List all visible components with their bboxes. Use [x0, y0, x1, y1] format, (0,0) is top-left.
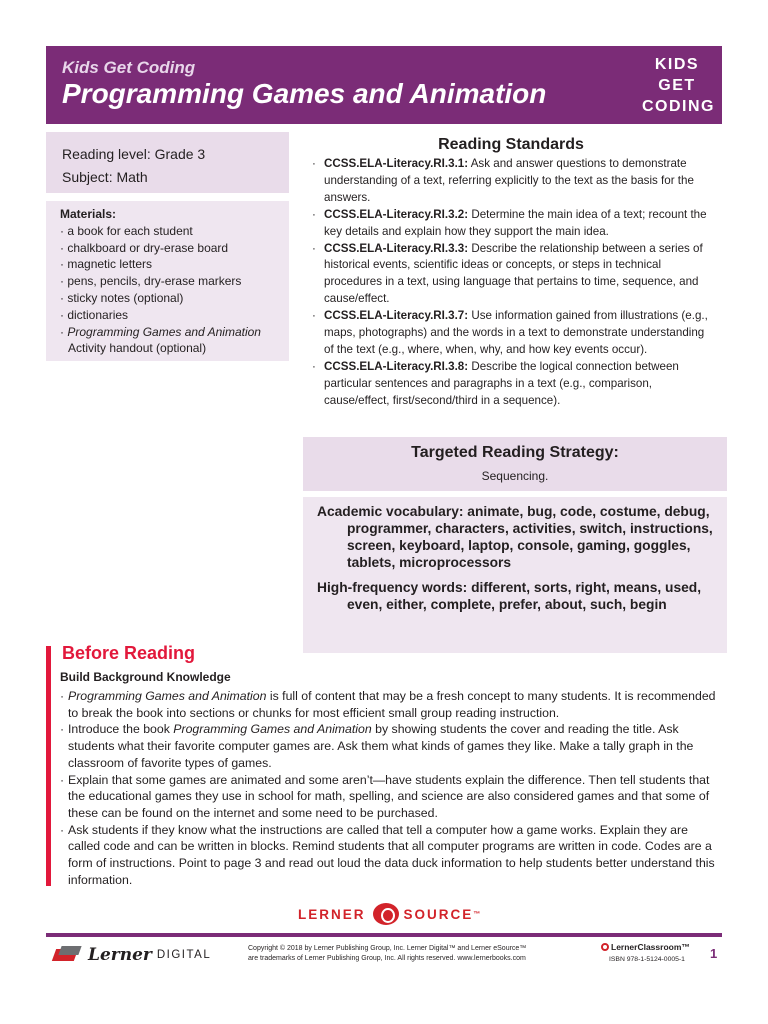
series-name: Kids Get Coding — [62, 58, 196, 77]
strategy-title: Targeted Reading Strategy: — [411, 444, 619, 461]
title-banner — [46, 46, 722, 124]
before-reading-title: Before Reading — [62, 643, 196, 663]
reading-level-box — [46, 132, 289, 193]
academic-vocabulary: Academic vocabulary: animate, bug, code, costume, debug, programmer, characters, activities, switch, instructions, screen, keyboard, laptop, console, gaming, goggles, tablets, microprocessors — [317, 504, 713, 570]
list-item: · dictionaries — [60, 307, 129, 322]
high-frequency-words: High-frequency words: different, sorts, right, means, used, even, either, complete, prefer, about, such, begin — [317, 579, 702, 612]
list-item: · chalkboard or dry-erase board — [60, 240, 229, 255]
standard-item: · CCSS.ELA-Literacy.RI.3.1: Ask and answer questions to demonstrate understanding of a text, referring explicitly to the text as the basis for the answers. — [312, 157, 694, 204]
lerner-classroom-logo: LernerClassroom™ — [601, 942, 690, 952]
reading-standards-title: Reading Standards — [438, 136, 584, 153]
list-item: · pens, pencils, dry-erase markers — [60, 274, 242, 289]
vocabulary-box — [303, 497, 727, 653]
list-item: · magnetic letters — [60, 257, 153, 272]
reading-strategy-box — [303, 437, 727, 491]
list-item: · Programming Games and Animation is full of content that may be a fresh concept to many students. It is recommended to break the book into sections or chunks for most efficient small group reading instruction. — [60, 689, 716, 720]
lerner-esource-logo: LERNER SOURCE ™ — [298, 902, 480, 926]
classroom-ring-icon — [601, 943, 609, 951]
list-item: · sticky notes (optional) — [60, 290, 184, 305]
standard-item: · CCSS.ELA-Literacy.RI.3.8: Describe the logical connection between particular sentences and paragraphs in a text (e.g., comparison, cause/effect, first/second/third in a sequence). — [312, 359, 679, 407]
lerner-book-icon — [52, 946, 82, 964]
reading-standards-list — [311, 156, 717, 410]
background-knowledge-heading: Build Background Knowledge — [60, 670, 231, 684]
standard-item: · CCSS.ELA-Literacy.RI.3.7: Use information gained from illustrations (e.g., maps, photographs) and the words in a text to demonstrate understanding of the text (e.g., where, when, why, and how key events occur). — [312, 309, 708, 356]
materials-heading: Materials: — [60, 207, 117, 221]
standard-item: · CCSS.ELA-Literacy.RI.3.3: Describe the relationship between a series of historical events, scientific ideas or concepts, or steps in technical procedures in a text, using language that pertains to time, sequence, and cause/effect. — [312, 241, 703, 306]
copyright-notice: Copyright © 2018 by Lerner Publishing Group, Inc. Lerner Digital™ and Lerner eSource™ are trademarks of Lerner Publishing Group, Inc. All rights reserved. www.lernerbooks.com — [248, 945, 527, 962]
subject: Subject: Math — [62, 169, 148, 185]
page-title: Programming Games and Animation — [62, 78, 547, 109]
footer-divider — [46, 933, 722, 937]
esource-e-icon — [373, 903, 399, 925]
list-item: · Programming Games and Animation — [60, 324, 261, 339]
list-item: · Ask students if they know what the instructions are called that tell a computer how a game works. Explain they are called code and can be written in blocks. Remind students that all computer programs are written in code. Codes are a form of instructions. Point to page 3 and read out loud the data duck information to help students better understand this information. — [60, 822, 715, 887]
standard-item: · CCSS.ELA-Literacy.RI.3.2: Determine the main idea of a text; recount the key details and explain how they support the main idea. — [312, 207, 707, 238]
section-accent-bar — [46, 646, 51, 886]
list-item: · Introduce the book Programming Games and Animation by showing students the cover and reading the title. Ask students what their favorite computer games are. Ask them what kinds of games they like. Make a tally graph in the classroom of favorite types of games. — [60, 722, 694, 770]
isbn: ISBN 978-1-5124-0005-1 — [609, 956, 685, 963]
page-number: 1 — [710, 946, 718, 961]
reading-level: Reading level: Grade 3 — [62, 146, 206, 162]
kids-get-coding-logo: KIDS GET CODING — [642, 56, 715, 115]
strategy-value: Sequencing. — [481, 469, 549, 483]
lerner-digital-logo: Lerner DIGITAL — [52, 944, 211, 966]
list-item: · Explain that some games are animated and some aren’t—have students explain the difference. Then tell students that the educational games they use in school for math, spelling, and science are also considered games and that some of these can be found on the internet and some need to be purchased. — [60, 772, 710, 820]
list-item: · a book for each student — [60, 223, 193, 238]
before-reading-list — [60, 688, 720, 888]
list-item-continuation: Activity handout (optional) — [68, 341, 207, 356]
materials-box — [46, 201, 289, 361]
